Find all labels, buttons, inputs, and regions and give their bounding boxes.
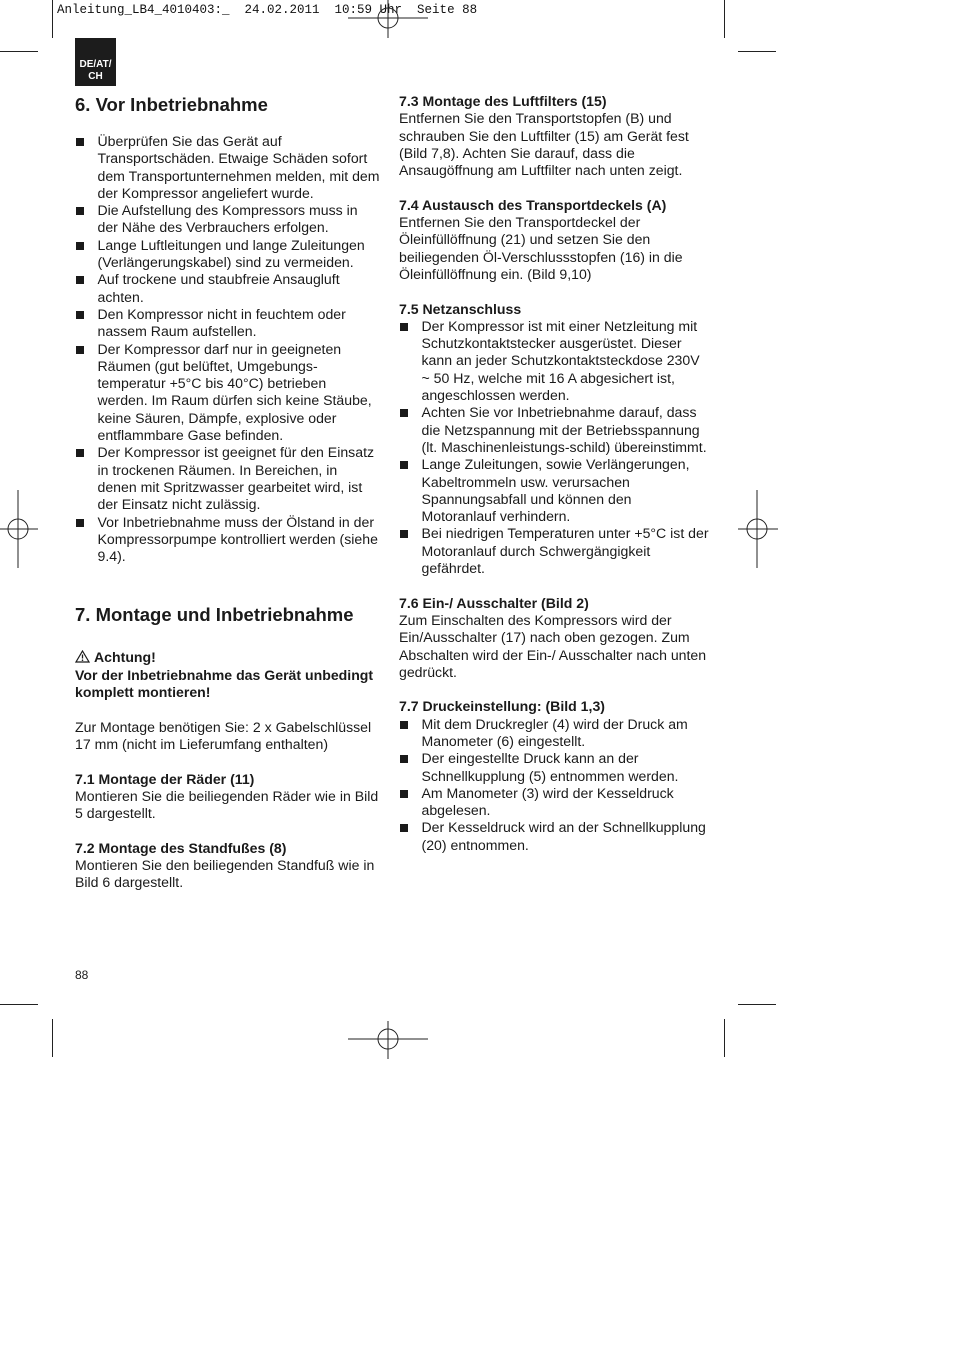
list-item: Die Aufstellung des Kompressors muss in der Nähe des Verbrauchers erfolgen. bbox=[75, 202, 380, 237]
bullet-icon bbox=[76, 449, 84, 457]
section-7-3-title: 7.3 Montage des Luftfilters (15) bbox=[399, 93, 607, 109]
section-7-6-text: Zum Einschalten des Kompressors wird der Ein/Ausschalter (17) nach oben gezogen. Zum Abschalten wird der Ein-/ Ausschalter nach unten gedrückt. bbox=[399, 611, 707, 680]
section-7-1-title: 7.1 Montage der Räder (11) bbox=[75, 770, 255, 787]
language-badge-line: DE/AT/ bbox=[79, 59, 112, 70]
crop-mark bbox=[52, 1019, 53, 1057]
list-item: Der Kompressor ist geeignet für den Einsatz in trockenen Räumen. In Bereichen, in denen mit Spritzwasser gearbeitet wird, ist der Einsatz nicht zulässig. bbox=[75, 444, 380, 513]
crop-mark bbox=[0, 51, 38, 52]
bullet-icon bbox=[76, 276, 84, 284]
language-badge-line: CH bbox=[88, 71, 103, 82]
registration-mark-bottom bbox=[348, 1019, 428, 1059]
list-item: Achten Sie vor Inbetriebnahme darauf, dass die Netzspannung mit der Betriebsspannung (lt. Maschinenleistungs-schild) übereinstimmt. bbox=[399, 404, 709, 456]
bullet-icon bbox=[76, 346, 84, 354]
list-item: Am Manometer (3) wird der Kesseldruck abgelesen. bbox=[399, 785, 709, 820]
section-7-4-text: Entfernen Sie den Transportdeckel der Öleinfüllöffnung (21) und setzen Sie den beiliegenden Öl-Verschlussstopfen (16) in die Öleinfüllöffnung ein. (Bild 9,10) bbox=[399, 214, 683, 282]
section-7-4-title: 7.4 Austausch des Transportdeckels (A) bbox=[399, 196, 667, 213]
crop-mark bbox=[52, 0, 53, 38]
tools-text: Zur Montage benötigen Sie: 2 x Gabelschlüssel 17 mm (nicht im Lieferumfang enthalten) bbox=[75, 718, 372, 752]
bullet-icon bbox=[76, 311, 84, 319]
section-7-5-list bbox=[399, 318, 709, 577]
list-item: Lange Zuleitungen, sowie Verlängerungen, Kabeltrommeln usw. verursachen Spannungsabfall und können den Motoranlauf verhindern. bbox=[399, 456, 709, 525]
right-column bbox=[399, 93, 709, 854]
crop-mark bbox=[724, 1019, 725, 1057]
page-number: 88 bbox=[75, 968, 89, 982]
list-item: Überprüfen Sie das Gerät auf Transportschäden. Etwaige Schäden sofort dem Transportunternehmen melden, mit dem der Kompressor angeliefert wurde. bbox=[75, 133, 380, 202]
list-item: Mit dem Druckregler (4) wird der Druck am Manometer (6) eingestellt. bbox=[399, 716, 709, 751]
bullet-icon bbox=[400, 721, 408, 729]
section-7-1-text: Montieren Sie die beiliegenden Räder wie in Bild 5 dargestellt. bbox=[75, 787, 379, 822]
bullet-icon bbox=[400, 755, 408, 763]
section-7-2-title: 7.2 Montage des Standfußes (8) bbox=[75, 839, 287, 856]
bullet-icon bbox=[400, 409, 408, 417]
registration-mark-top bbox=[348, 0, 428, 40]
section-7-title: 7. Montage und Inbetriebnahme bbox=[75, 604, 354, 626]
list-item: Bei niedrigen Temperaturen unter +5°C ist der Motoranlauf durch Schwergängigkeit gefährdet. bbox=[399, 525, 709, 577]
warning-text: Vor der Inbetriebnahme das Gerät unbedingt komplett montieren! bbox=[75, 666, 374, 701]
bullet-icon bbox=[400, 790, 408, 798]
crop-mark bbox=[738, 51, 776, 52]
section-7-7-list bbox=[399, 716, 709, 854]
section-6-list bbox=[75, 133, 380, 565]
section-7-2-text: Montieren Sie den beiliegenden Standfuß wie in Bild 6 dargestellt. bbox=[75, 856, 375, 891]
bullet-icon bbox=[76, 242, 84, 250]
section-6-title: 6. Vor Inbetriebnahme bbox=[75, 94, 268, 115]
list-item: Der Kompressor ist mit einer Netzleitung mit Schutzkontaktstecker ausgerüstet. Dieser kann an jeder Schutzkontaktsteckdose 230V ~ 50 Hz, welche mit 16 A abgesichert ist, angeschlossen werden. bbox=[399, 318, 709, 404]
bullet-icon bbox=[400, 323, 408, 331]
registration-mark-right bbox=[738, 490, 778, 570]
bullet-icon bbox=[76, 207, 84, 215]
list-item: Lange Luftleitungen und lange Zuleitungen (Verlängerungskabel) sind zu vermeiden. bbox=[75, 237, 380, 272]
section-7-5-title: 7.5 Netzanschluss bbox=[399, 300, 522, 317]
section-7-3-text: Entfernen Sie den Transportstopfen (B) und schrauben Sie den Luftfilter (15) am Gerät fest (Bild 7,8). Achten Sie darauf, dass die Ansaugöffnung am Luftfilter nach unten zeigt. bbox=[399, 110, 689, 179]
language-badge bbox=[75, 38, 116, 86]
crop-mark bbox=[0, 1004, 38, 1005]
warning-label: Achtung! bbox=[75, 649, 380, 666]
crop-mark bbox=[724, 0, 725, 38]
warning-triangle-icon bbox=[75, 650, 90, 663]
list-item: Der Kesseldruck wird an der Schnellkupplung (20) entnommen. bbox=[399, 819, 709, 854]
list-item: Auf trockene und staubfreie Ansaugluft achten. bbox=[75, 271, 380, 306]
bullet-icon bbox=[400, 824, 408, 832]
left-column bbox=[75, 93, 380, 892]
list-item: Der Kompressor darf nur in geeigneten Räumen (gut belüftet, Umgebungs-temperatur +5°C bis 40°C) betrieben werden. Im Raum dürfen sich keine Stäube, keine Säuren, Dämpfe, explosive oder entflammbare Gase befinden. bbox=[75, 341, 380, 445]
list-item: Der eingestellte Druck kann an der Schnellkupplung (5) entnommen werden. bbox=[399, 750, 709, 785]
bullet-icon bbox=[76, 138, 84, 146]
bullet-icon bbox=[76, 519, 84, 527]
section-7-7-title: 7.7 Druckeinstellung: (Bild 1,3) bbox=[399, 698, 605, 715]
list-item: Den Kompressor nicht in feuchtem oder nassem Raum aufstellen. bbox=[75, 306, 380, 341]
bullet-icon bbox=[400, 461, 408, 469]
section-7-6-title: 7.6 Ein-/ Ausschalter (Bild 2) bbox=[399, 594, 589, 611]
registration-mark-left bbox=[0, 490, 40, 570]
bullet-icon bbox=[400, 530, 408, 538]
print-slug: Anleitung_LB4_4010403:_ 24.02.2011 10:59 Uhr Seite 88 bbox=[57, 3, 478, 17]
list-item: Vor Inbetriebnahme muss der Ölstand in der Kompressorpumpe kontrolliert werden (siehe 9.4). bbox=[75, 514, 380, 566]
crop-mark bbox=[738, 1004, 776, 1005]
